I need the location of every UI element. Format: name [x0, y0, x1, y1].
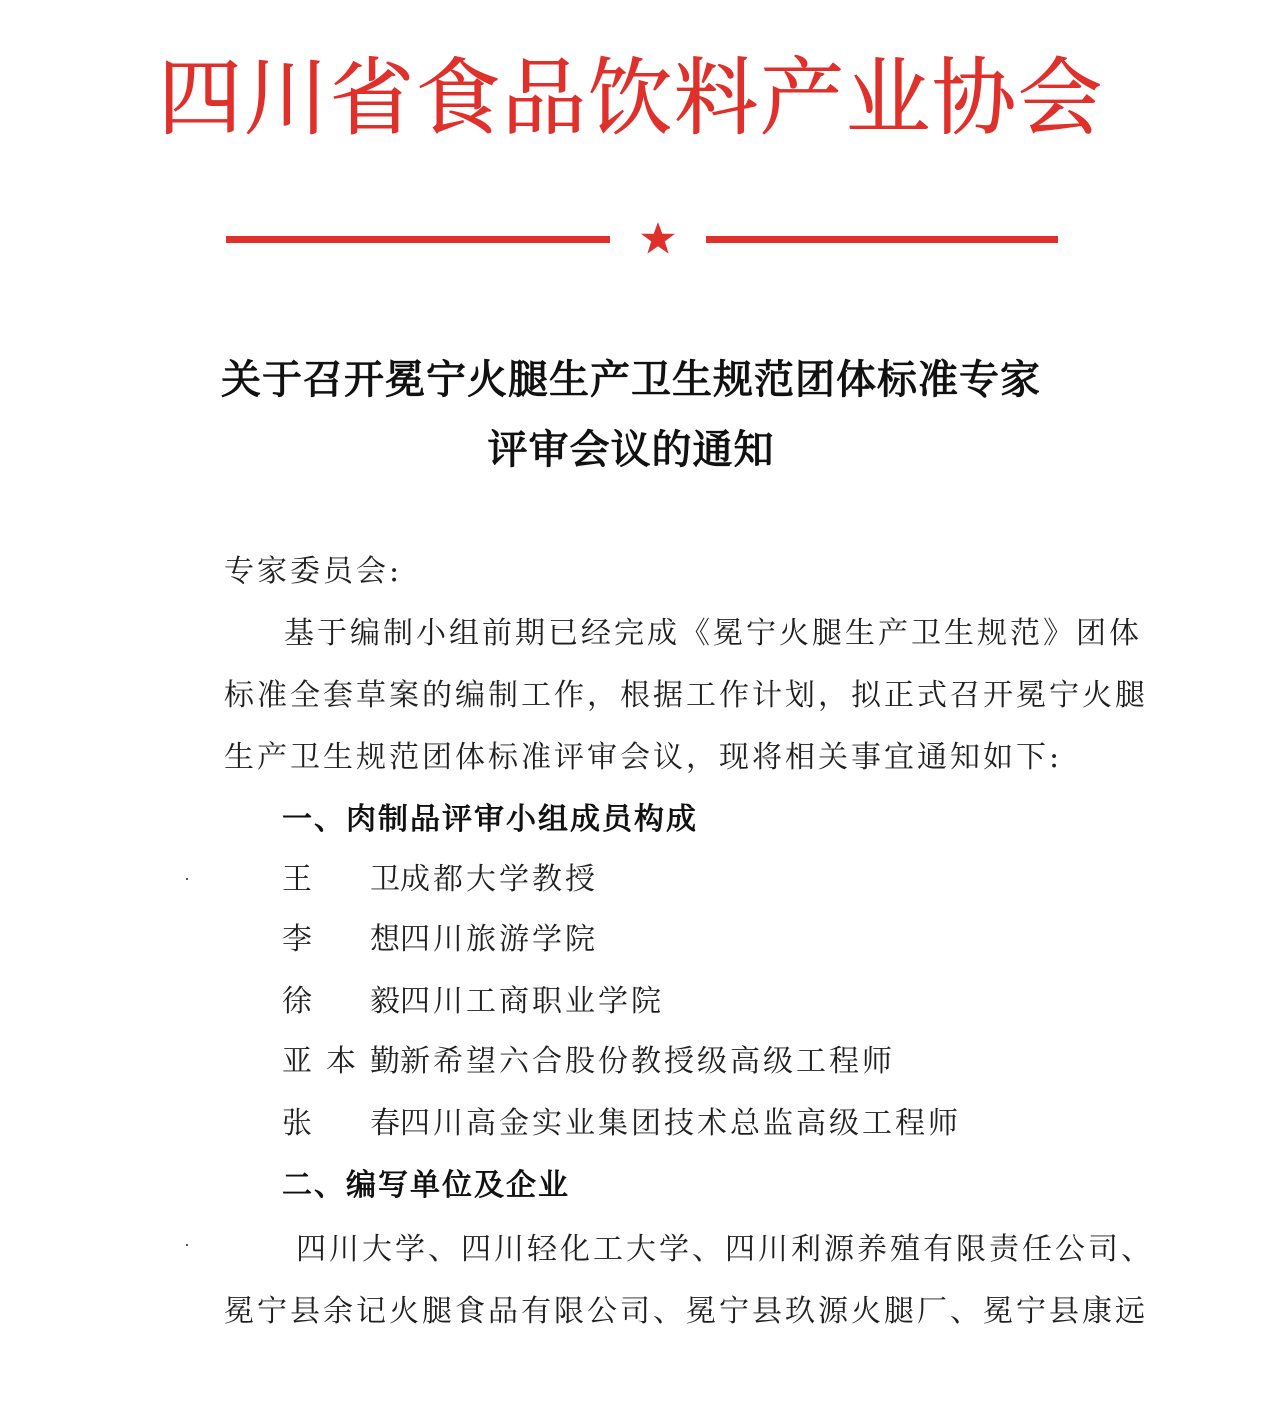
member-name: 李想 — [282, 922, 400, 957]
intro-line-1: 基于编制小组前期已经完成《冕宁火腿生产卫生规范》团体 — [284, 616, 1142, 651]
member-affiliation: 四川高金实业集团技术总监高级工程师 — [400, 1106, 961, 1141]
member-row — [282, 1104, 961, 1144]
letterhead-org-name: 四川省食品饮料产业协会 — [157, 49, 1104, 147]
member-name: 张春 — [282, 1106, 400, 1141]
member-row — [282, 1042, 895, 1082]
intro-line-2: 标准全套草案的编制工作，根据工作计划，拟正式召开冕宁火腿 — [224, 678, 1148, 713]
member-affiliation: 成都大学教授 — [400, 862, 598, 897]
member-row — [282, 860, 598, 900]
member-name: 徐毅 — [282, 984, 400, 1019]
letterhead-divider-right — [706, 236, 1058, 243]
section-2-heading: 二、编写单位及企业 — [282, 1168, 570, 1203]
intro-line-3: 生产卫生规范团体标准评审会议，现将相关事宜通知如下: — [224, 740, 1063, 775]
member-affiliation: 四川工商职业学院 — [400, 984, 664, 1019]
member-name: 王卫 — [282, 862, 400, 897]
units-line-1: 四川大学、四川轻化工大学、四川利源养殖有限责任公司、 — [296, 1232, 1154, 1267]
letterhead-divider-left — [226, 236, 610, 243]
member-row — [282, 920, 598, 960]
notice-title-line-2: 评审会议的通知 — [487, 427, 775, 473]
section-1-heading: 一、肉制品评审小组成员构成 — [282, 802, 698, 837]
notice-title-line-1: 关于召开冕宁火腿生产卫生规范团体标准专家 — [221, 357, 1041, 403]
member-name: 亚本勤 — [282, 1044, 400, 1079]
scan-speck — [186, 1244, 188, 1246]
member-row — [282, 982, 664, 1022]
member-affiliation: 四川旅游学院 — [400, 922, 598, 957]
member-affiliation: 新希望六合股份教授级高级工程师 — [400, 1044, 895, 1079]
star-icon — [638, 218, 678, 258]
units-line-2: 冕宁县余记火腿食品有限公司、冕宁县玖源火腿厂、冕宁县康远 — [224, 1294, 1148, 1329]
salutation: 专家委员会: — [224, 554, 403, 589]
scan-speck — [186, 878, 188, 880]
